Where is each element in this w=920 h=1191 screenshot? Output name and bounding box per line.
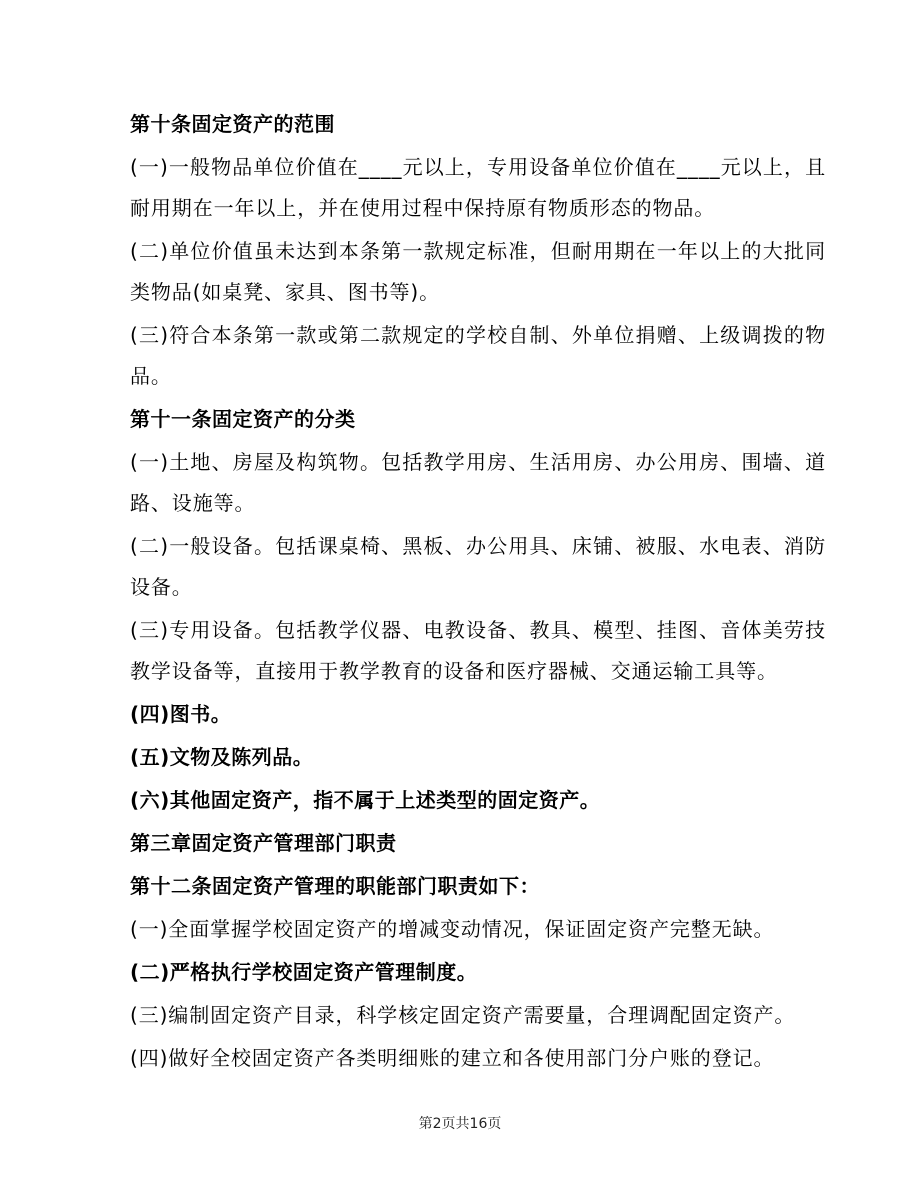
article-10-item-3: (三)符合本条第一款或第二款规定的学校自制、外单位捐赠、上级调拨的物品。 xyxy=(130,323,826,388)
article-10-item-1: (一)一般物品单位价值在____元以上，专用设备单位价值在____元以上，且耐用期在一年以上，并在使用过程中保持原有物质形态的物品。 xyxy=(130,155,826,220)
article-11-item-5: (五)文物及陈列品。 xyxy=(130,745,314,769)
article-11-item-3: (三)专用设备。包括教学仪器、电教设备、教具、模型、挂图、音体美劳技教学设备等，直接用于教学教育的设备和医疗器械、交通运输工具等。 xyxy=(130,618,826,683)
article-12-heading: 第十二条固定资产管理的职能部门职责如下： xyxy=(130,874,540,898)
article-12-item-3: (三)编制固定资产目录，科学核定固定资产需要量，合理调配固定资产。 xyxy=(130,1003,796,1027)
article-11-item-4: (四)图书。 xyxy=(130,702,232,726)
article-11-item-2: (二)一般设备。包括课桌椅、黑板、办公用具、床铺、被服、水电表、消防设备。 xyxy=(130,534,826,599)
page-number-footer: 第2页共16页 xyxy=(418,1116,502,1132)
document-body xyxy=(130,104,826,1081)
article-11-item-1: (一)土地、房屋及构筑物。包括教学用房、生活用房、办公用房、围墙、道路、设施等。 xyxy=(130,450,826,515)
article-12-item-2: (二)严格执行学校固定资产管理制度。 xyxy=(130,960,478,984)
article-10-heading: 第十条固定资产的范围 xyxy=(130,112,335,136)
article-12-item-4: (四)做好全校固定资产各类明细账的建立和各使用部门分户账的登记。 xyxy=(130,1046,775,1070)
article-11-item-6: (六)其他固定资产，指不属于上述类型的固定资产。 xyxy=(130,788,601,812)
article-10-item-2: (二)单位价值虽未达到本条第一款规定标准，但耐用期在一年以上的大批同类物品(如桌凳、家具、图书等)。 xyxy=(130,239,826,304)
article-11-heading: 第十一条固定资产的分类 xyxy=(130,407,356,431)
article-12-item-1: (一)全面掌握学校固定资产的增减变动情况，保证固定资产完整无缺。 xyxy=(130,917,775,941)
chapter-3-heading: 第三章固定资产管理部门职责 xyxy=(130,831,397,855)
